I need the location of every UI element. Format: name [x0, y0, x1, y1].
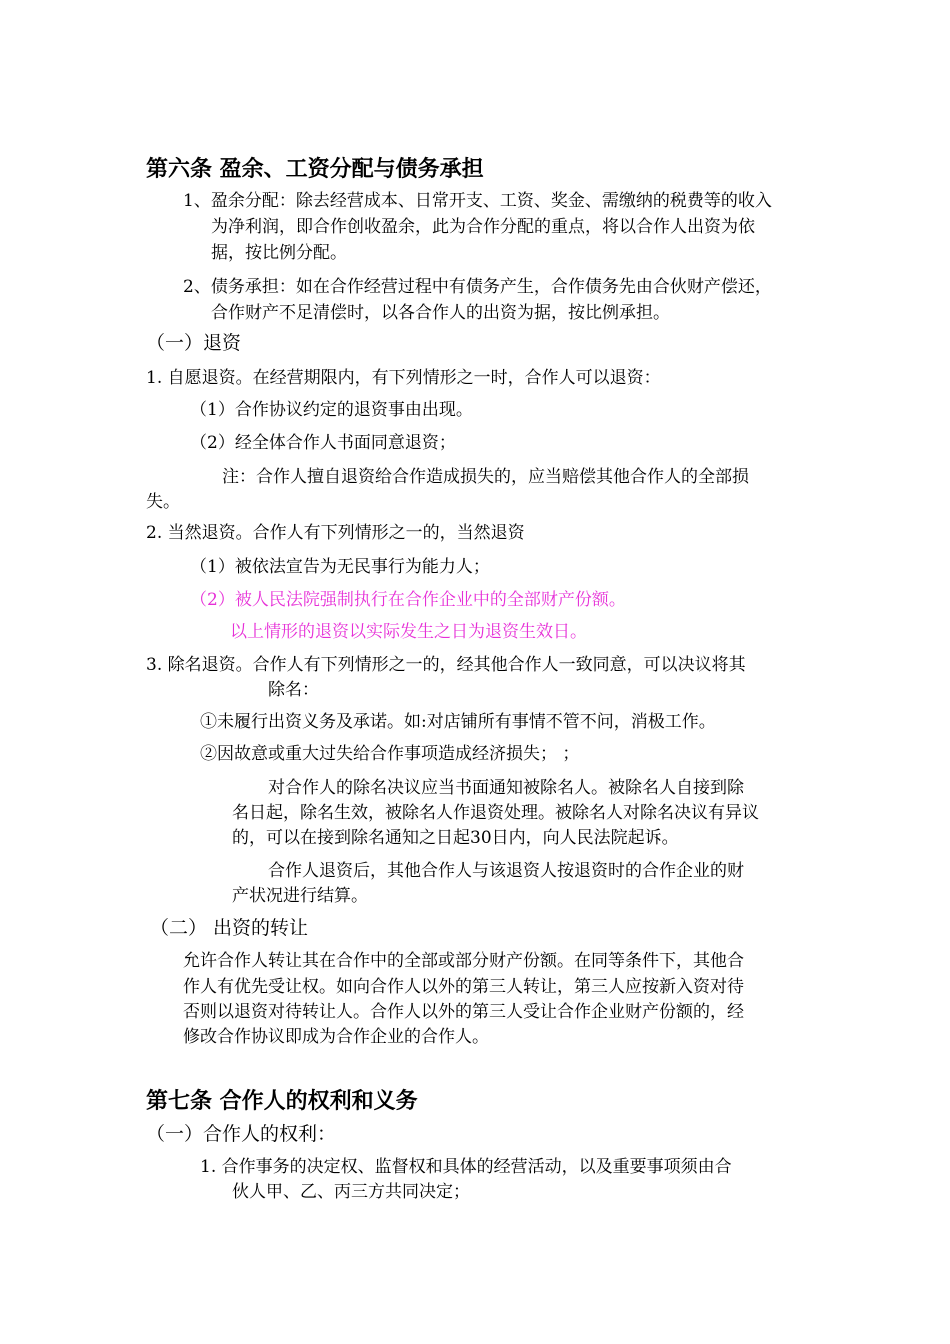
rights-subsection-title: （一）合作人的权利：: [146, 1123, 337, 1145]
transfer-line-3: 否则以退资对待转让人。合作人以外的第三人受让合作企业财产份额的，经: [183, 1002, 744, 1022]
debt-line-2: 合作财产不足清偿时，以各合作人的出资为据，按比例承担。: [211, 303, 670, 323]
expulsion-item-1: ①未履行出资义务及承诺。如:对店铺所有事情不管不问，消极工作。: [200, 712, 716, 732]
withdrawal-section-title: （一）退资: [146, 332, 242, 354]
settlement-line-2: 产状况进行结算。: [232, 886, 368, 906]
note-line-1: 注：合作人擅自退资给合作造成损失的，应当赔偿其他合作人的全部损: [222, 467, 749, 487]
debt-line-1: 2、债务承担：如在合作经营过程中有债务产生，合作债务先由合伙财产偿还，: [183, 277, 772, 297]
transfer-line-2: 作人有优先受让权。如向合作人以外的第三人转让，第三人应按新入资对待: [183, 977, 744, 997]
expulsion-notice-line-3: 的，可以在接到除名通知之日起30日内，向人民法院起诉。: [232, 828, 679, 848]
settlement-line-1: 合作人退资后，其他合作人与该退资人按退资时的合作企业的财: [268, 861, 744, 881]
article-7-title: 第七条 合作人的权利和义务: [146, 1089, 418, 1114]
transfer-section-title: （二） 出资的转让: [150, 917, 309, 939]
note-line-2: 失。: [146, 492, 180, 512]
rights-line-2: 伙人甲、乙、丙三方共同决定；: [232, 1182, 470, 1202]
voluntary-withdrawal-line: 1. 自愿退资。在经营期限内，有下列情形之一时，合作人可以退资：: [146, 368, 661, 388]
profit-distribution-line-3: 据，按比例分配。: [211, 243, 347, 263]
automatic-item-1: （1）被依法宣告为无民事行为能力人；: [190, 557, 490, 577]
voluntary-item-2: （2）经全体合作人书面同意退资；: [190, 433, 456, 453]
effective-date-note: 以上情形的退资以实际发生之日为退资生效日。: [230, 622, 587, 642]
voluntary-item-1: （1）合作协议约定的退资事由出现。: [190, 400, 473, 420]
expulsion-notice-line-2: 名日起，除名生效，被除名人作退资处理。被除名人对除名决议有异议: [232, 803, 759, 823]
profit-distribution-line-1: 1、盈余分配：除去经营成本、日常开支、工资、奖金、需缴纳的税费等的收入: [183, 191, 772, 211]
expulsion-notice-line-1: 对合作人的除名决议应当书面通知被除名人。被除名人自接到除: [268, 778, 744, 798]
automatic-withdrawal-line: 2. 当然退资。合作人有下列情形之一的，当然退资: [146, 523, 525, 543]
expulsion-line-2: 除名：: [268, 680, 319, 700]
automatic-item-2: （2）被人民法院强制执行在合作企业中的全部财产份额。: [190, 590, 626, 610]
expulsion-item-2: ②因故意或重大过失给合作事项造成经济损失； ；: [200, 744, 580, 764]
transfer-line-4: 修改合作协议即成为合作企业的合作人。: [183, 1027, 489, 1047]
expulsion-line-1: 3. 除名退资。合作人有下列情形之一的，经其他合作人一致同意，可以决议将其: [146, 655, 746, 675]
transfer-line-1: 允许合作人转让其在合作中的全部或部分财产份额。在同等条件下，其他合: [183, 951, 744, 971]
rights-line-1: 1. 合作事务的决定权、监督权和具体的经营活动，以及重要事项须由合: [200, 1157, 732, 1177]
article-6-title: 第六条 盈余、工资分配与债务承担: [146, 157, 484, 182]
profit-distribution-line-2: 为净利润，即合作创收盈余，此为合作分配的重点，将以合作人出资为依: [211, 217, 755, 237]
